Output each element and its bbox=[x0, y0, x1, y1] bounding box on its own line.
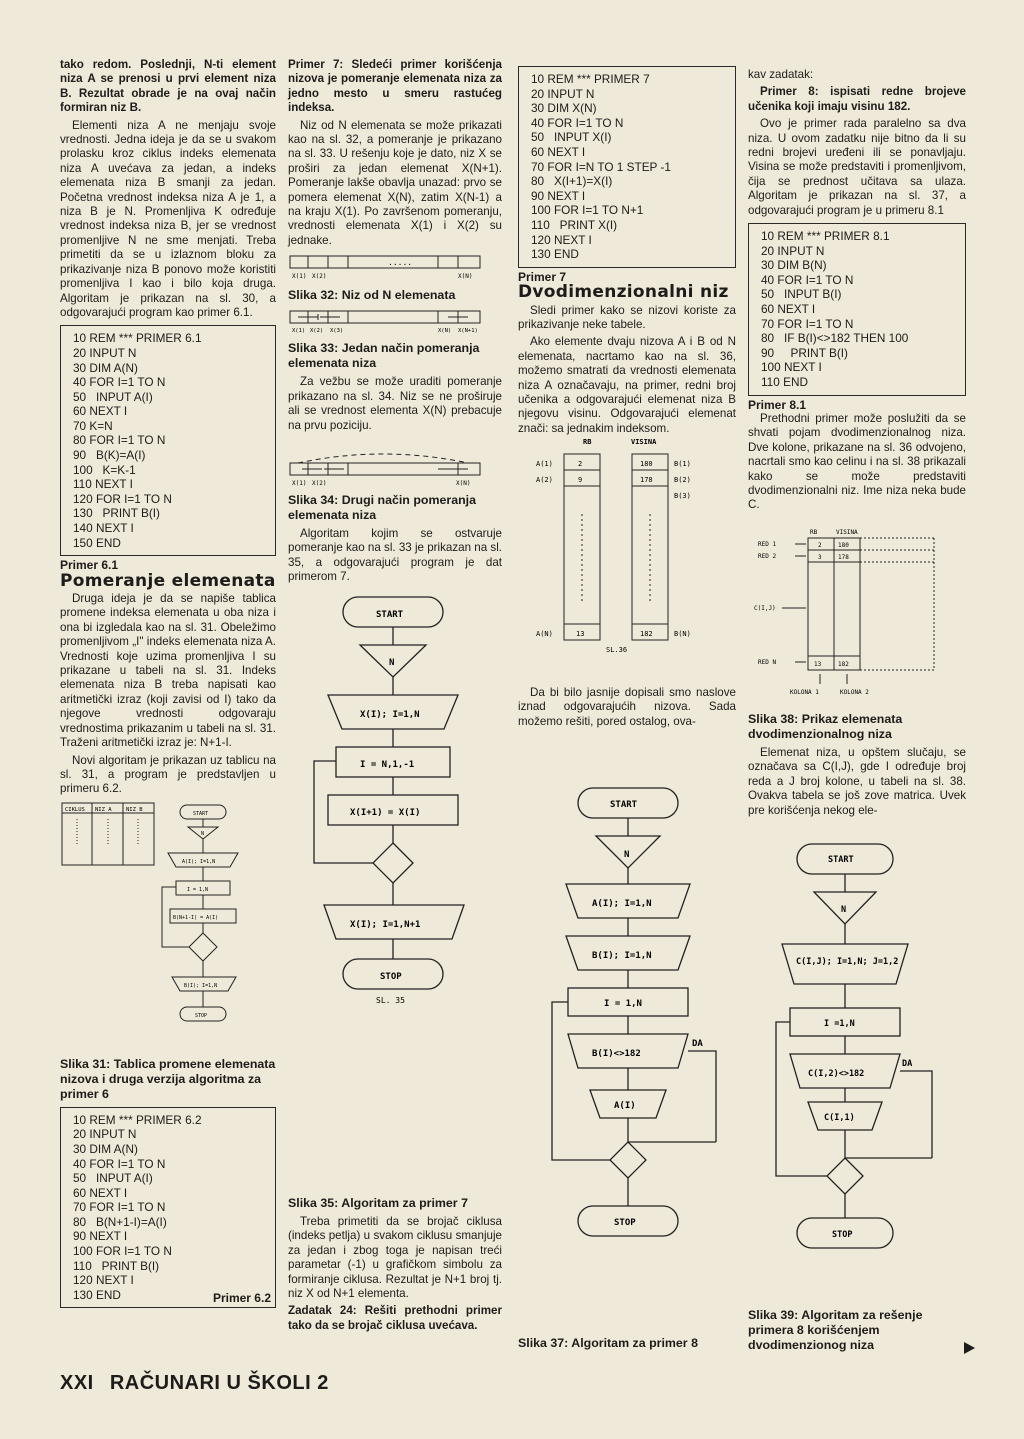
code-line: 20 INPUT N bbox=[73, 1127, 137, 1142]
code-line: 80 IF B(I)<>182 THEN 100 bbox=[761, 331, 909, 346]
code-line: 40 FOR I=1 TO N bbox=[761, 272, 854, 287]
program-listing-6-2 bbox=[60, 1107, 276, 1309]
code-line: 90 NEXT I bbox=[73, 1229, 128, 1244]
code-line: 10 REM *** PRIMER 7 bbox=[531, 72, 650, 86]
svg-text:B(2): B(2) bbox=[674, 476, 691, 484]
program-listing-8-1 bbox=[748, 223, 966, 396]
paragraph: Primer 8: ispisati redne brojeve učenika koji imaju visinu 182. bbox=[748, 85, 966, 113]
column-2-lower bbox=[288, 1190, 502, 1336]
svg-text:X(2): X(2) bbox=[312, 479, 327, 487]
flow-start: START bbox=[610, 800, 638, 810]
code-line: 80 X(I+1)=X(I) bbox=[531, 174, 613, 189]
svg-text:RED N: RED N bbox=[758, 659, 777, 666]
paragraph: Ako elemente dvaju nizova A i B od N elemenata, nacrtamo kao na sl. 36, možemo smatrati da vrednosti elemenata niza A označavaju, na primer, redni broj učenika a odgovarajući elemenat niza B njegovu visinu. Odgovarajući elemenat znači: sa jednakim indeksom. bbox=[518, 335, 736, 435]
code-line: 80 B(N+1-I)=A(I) bbox=[73, 1214, 167, 1229]
svg-text:RB: RB bbox=[583, 438, 592, 446]
flow-input: A(I); I=1,N bbox=[592, 899, 652, 909]
flow-condition: B(I)<>182 bbox=[592, 1049, 641, 1059]
svg-text:A(N): A(N) bbox=[536, 630, 553, 638]
column-3-lower bbox=[518, 683, 736, 732]
paragraph: Za vežbu se može uraditi pomeranje prikazano na sl. 34. Niz se ne proširuje ali se vrednost elementa X(N) prebacuje na prvu poziciju. bbox=[288, 375, 502, 432]
svg-text:RB: RB bbox=[810, 529, 818, 536]
code-line: 90 PRINT B(I) bbox=[761, 345, 848, 360]
code-line: 30 DIM B(N) bbox=[761, 258, 827, 273]
code-line: 60 NEXT I bbox=[73, 404, 128, 419]
code-line: 100 K=K-1 bbox=[73, 462, 136, 477]
flow-output: X(I); I=1,N+1 bbox=[350, 919, 421, 930]
figure-33 bbox=[288, 307, 502, 335]
paragraph: Druga ideja je da se napiše tablica promene indeksa elemenata u oba niza i ona bi izgledala kao na sl. 31. Obeležimo promenljivom „I" indeks elemenata niza A. Vrednosti koje uzima promenljiva I su prikazane u tabeli na sl. 31. Indeks elemenata niza B treba napisati kao aritmetički izraz (koji zavisi od I) tako da njegove vrednosti odgovaraju vrednostima prikazanim u tabeli na sl. 31. Traženi aritmetički izraz je: N+1-I. bbox=[60, 592, 276, 750]
paragraph: Zadatak 24: Rešiti prethodni primer tako da se brojač ciklusa uvećava. bbox=[288, 1304, 502, 1332]
paragraph: Sledi primer kako se nizovi koriste za prikazivanje neke tabele. bbox=[518, 303, 736, 331]
code-line: 20 INPUT N bbox=[73, 345, 137, 360]
figure-38 bbox=[750, 524, 966, 706]
figure-32 bbox=[288, 252, 502, 282]
flow-start: START bbox=[376, 609, 404, 620]
code-line: 100 NEXT I bbox=[761, 360, 822, 375]
figure-caption: Slika 37: Algoritam za primer 8 bbox=[518, 1336, 698, 1350]
code-line: 110 PRINT X(I) bbox=[531, 217, 618, 232]
svg-text:VISINA: VISINA bbox=[631, 438, 657, 446]
svg-text:X(1): X(1) bbox=[292, 479, 307, 487]
code-line: 10 REM *** PRIMER 6.1 bbox=[73, 331, 202, 346]
code-line: 90 B(K)=A(I) bbox=[73, 448, 146, 463]
paragraph: Primer 7: Sledeći primer korišćenja nizova je pomeranje elemenata niza za jedno mesto u smeru rastućeg indeksa. bbox=[288, 58, 502, 115]
code-line: 60 NEXT I bbox=[531, 144, 586, 159]
figure-36 bbox=[528, 434, 728, 656]
svg-text:X(N): X(N) bbox=[456, 479, 471, 487]
flow-start: START bbox=[828, 855, 854, 865]
code-line: 20 INPUT N bbox=[761, 243, 825, 258]
code-line: 110 END bbox=[761, 375, 808, 389]
svg-text:X(2): X(2) bbox=[312, 273, 327, 281]
svg-text:X(N): X(N) bbox=[438, 328, 452, 335]
svg-text:3: 3 bbox=[818, 554, 822, 561]
paragraph: Da bi bilo jasnije dopisali smo naslove iznad odgovarajućih nizova. Sada možemo rešiti, pored ostalog, ova- bbox=[518, 686, 736, 728]
code-line: 50 INPUT B(I) bbox=[761, 287, 842, 302]
flow-label: DA bbox=[692, 1039, 703, 1049]
svg-text:X(1): X(1) bbox=[292, 328, 306, 335]
figure-caption: Slika 35: Algoritam za primer 7 bbox=[288, 1196, 468, 1210]
flow-input: N bbox=[201, 830, 205, 837]
code-line: 50 INPUT A(I) bbox=[73, 1171, 153, 1186]
code-line: 120 NEXT I bbox=[531, 232, 592, 247]
code-line: 120 FOR I=1 TO N bbox=[73, 491, 172, 506]
code-line: 130 PRINT B(I) bbox=[73, 506, 160, 521]
flow-output: C(I,1) bbox=[824, 1113, 855, 1123]
code-line: 110 NEXT I bbox=[73, 477, 133, 492]
svg-text:A(1): A(1) bbox=[536, 460, 553, 468]
svg-text:SL.36: SL.36 bbox=[606, 646, 628, 654]
flow-label: DA bbox=[902, 1059, 913, 1069]
flow-input: C(I,J); I=1,N; J=1,2 bbox=[796, 957, 899, 967]
svg-text:RED 1: RED 1 bbox=[758, 541, 777, 548]
figure-31 bbox=[60, 801, 276, 1051]
column-2 bbox=[288, 58, 502, 1113]
page-footer bbox=[60, 1372, 329, 1395]
code-line: 20 INPUT N bbox=[531, 86, 595, 101]
paragraph: Prethodni primer može poslužiti da se shvati pojam dvodimenzionalnog niza. Dve kolone, prikazane na sl. 36 odvojeno, nacrtali smo kao celinu i na sl. 38 prikazali kako se može predstaviti dvodimenzionalni niz. Ime niza neka bude C. bbox=[748, 412, 966, 512]
svg-text:VISINA: VISINA bbox=[836, 529, 858, 536]
code-line: 10 REM *** PRIMER 6.2 bbox=[73, 1112, 202, 1127]
code-line: 30 DIM A(N) bbox=[73, 1141, 138, 1156]
intro-text: tako redom. Poslednji, N-ti element niza A se prenosi u prvi element niza B. Rezultat obrade je na ovaj način formiran niz B. bbox=[60, 58, 276, 115]
paragraph: Elementi niza A ne menjaju svoje vrednosti. Jedna ideja je da se u svakom prolasku kroz ciklus indeks elemenata niza A uvećava za jedan, a indeks elemenata niza B smanji za jedan. Početna vrednost indeksa niza A je 1, a niza B je N. Promenljiva K određuje vrednost indeksa niza B, jer se vrednost promenljive N ne sme menjati. Treba primetiti da se u izlaznom bloku za prikazivanje niza B ponovo može koristiti promenljiva I kao i bilo koja druga. Algoritam je prikazan na sl. 30, a odgovarajući program kao primer 6.1. bbox=[60, 118, 276, 319]
svg-text:B(N): B(N) bbox=[674, 630, 691, 638]
code-line: 60 NEXT I bbox=[761, 302, 816, 317]
code-line: 90 NEXT I bbox=[531, 188, 586, 203]
flow-input: N bbox=[624, 850, 630, 860]
program-label: Primer 7 bbox=[518, 269, 567, 284]
svg-text:C(I,J): C(I,J) bbox=[754, 605, 776, 612]
flow-stop: STOP bbox=[380, 971, 402, 982]
svg-text:13: 13 bbox=[814, 661, 822, 668]
flow-output: A(I) bbox=[614, 1101, 636, 1111]
flow-stop: STOP bbox=[832, 1230, 853, 1240]
code-line: 120 NEXT I bbox=[73, 1273, 134, 1288]
svg-text:178: 178 bbox=[838, 554, 849, 561]
code-line: 50 INPUT A(I) bbox=[73, 389, 153, 404]
figure-caption: Slika 33: Jedan način pomeranja elemenata niza bbox=[288, 341, 480, 371]
figure-caption: Slika 39: Algoritam za rešenje primera 8 korišćenjem dvodimenzionog niza bbox=[748, 1308, 923, 1352]
code-line: 150 END bbox=[73, 535, 121, 550]
paragraph: Niz od N elemenata se može prikazati kao na sl. 32, a pomeranje je prikazano na sl. 33. U rešenju koje je dato, niz X se proširi za jedan elemenat X(N+1). Pomeranje lakše obavlja unazad: prvo se pomera elemenat X(N), zatim X(N-1) a na kraju X(1). Po završenom pomeranju, vrednosti elemenata X(1) i X(2) su jednake. bbox=[288, 118, 502, 247]
code-line: 40 FOR I=1 TO N bbox=[73, 375, 166, 390]
paragraph: Treba primetiti da se brojač ciklusa (indeks petlja) u svakom ciklusu smanjuje za jedan i zbog toga je napisan treći parametar (-1) u grafičkom simbolu za formiranje ciklusa. Rezultat je N+1 broj tj. niz X od N+1 elementa. bbox=[288, 1215, 502, 1301]
program-listing-7 bbox=[518, 66, 736, 268]
figure-number: SL. 35 bbox=[376, 995, 405, 1005]
code-line: 70 K=N bbox=[73, 418, 113, 433]
flow-assign: X(I+1) = X(I) bbox=[350, 807, 421, 818]
flow-loop: I = 1,N bbox=[604, 999, 642, 1009]
paragraph: Elemenat niza, u opštem slučaju, se označava sa C(I,J), gde I određuje broj reda a J broj kolone, u tabeli na sl. 38. Ovakva tabela se još zove matrica. Uvek pre korišćenja nekog ele- bbox=[748, 746, 966, 817]
svg-text:2: 2 bbox=[818, 542, 822, 549]
svg-text:.....: ..... bbox=[388, 258, 413, 268]
table-header: NIZ A bbox=[95, 806, 112, 813]
code-line: 30 DIM X(N) bbox=[531, 101, 597, 116]
flow-stop: STOP bbox=[195, 1012, 208, 1019]
flow-input: N bbox=[841, 905, 847, 915]
svg-text:KOLONA 1: KOLONA 1 bbox=[790, 689, 819, 696]
code-line: 110 PRINT B(I) bbox=[73, 1258, 160, 1273]
flow-output: B(I); I=1,N bbox=[184, 982, 218, 989]
table-header: NIZ B bbox=[126, 806, 143, 813]
flow-input: N bbox=[389, 657, 395, 668]
svg-text:A(2): A(2) bbox=[536, 476, 553, 484]
code-line: 130 END bbox=[73, 1287, 121, 1302]
column-4 bbox=[748, 68, 966, 516]
column-1 bbox=[60, 58, 276, 1310]
code-line: 70 FOR I=1 TO N bbox=[761, 316, 854, 331]
code-line: 40 FOR I=1 TO N bbox=[73, 1156, 166, 1171]
paragraph: Ovo je primer rada paralelno sa dva niza. U ovom zadatku nije bitno da li su redni brojevi uređeni ili se ponavljaju. Visina se može predstaviti i promenljivom, čija se prednost učitava sa ulaza. Algoritam je prikazan na sl. 37, a odgovarajući program je u primeru 8.1 bbox=[748, 117, 966, 217]
svg-text:X(1): X(1) bbox=[292, 273, 307, 281]
figure-caption: Slika 32: Niz od N elemenata bbox=[288, 288, 456, 303]
svg-text:B(3): B(3) bbox=[674, 492, 691, 500]
code-line: 80 FOR I=1 TO N bbox=[73, 433, 166, 448]
svg-text:13: 13 bbox=[576, 630, 585, 638]
flow-assign: B(N+1-I) = A(I) bbox=[173, 914, 219, 921]
next-page-arrow-icon bbox=[964, 1342, 975, 1354]
flow-input: A(I); I=1,N bbox=[182, 858, 216, 865]
svg-text:X(3): X(3) bbox=[330, 328, 344, 335]
code-line: 100 FOR I=1 TO N+1 bbox=[531, 203, 644, 218]
figure-34 bbox=[288, 437, 502, 487]
column-4-lower bbox=[748, 712, 966, 821]
code-line: 70 FOR I=1 TO N bbox=[73, 1200, 166, 1215]
column-3 bbox=[518, 66, 736, 439]
figure-caption: Slika 38: Prikaz elemenata dvodimenzionalnog niza bbox=[748, 712, 903, 741]
svg-text:2: 2 bbox=[578, 460, 583, 468]
section-heading: Dvodimenzionalni niz bbox=[518, 282, 729, 303]
flow-input: X(I); I=1,N bbox=[360, 709, 420, 720]
figure-39 bbox=[752, 840, 966, 1310]
program-label: Primer 6.1 bbox=[60, 558, 119, 573]
program-label: Primer 8.1 bbox=[748, 397, 807, 412]
flow-loop: I =1,N bbox=[824, 1019, 855, 1029]
svg-text:180: 180 bbox=[838, 542, 849, 549]
table-header: CIKLUS bbox=[65, 806, 85, 813]
svg-text:X(N+1): X(N+1) bbox=[458, 328, 478, 335]
publication-title: RAČUNARI U ŠKOLI 2 bbox=[109, 1372, 329, 1394]
svg-text:RED 2: RED 2 bbox=[758, 553, 777, 560]
paragraph: kav zadatak: bbox=[748, 68, 814, 81]
code-line: 140 NEXT I bbox=[73, 521, 134, 536]
svg-text:182: 182 bbox=[838, 661, 849, 668]
flow-input: B(I); I=1,N bbox=[592, 951, 652, 961]
program-listing-6-1 bbox=[60, 325, 276, 556]
code-line: 50 INPUT X(I) bbox=[531, 130, 612, 145]
flow-condition: C(I,2)<>182 bbox=[808, 1069, 865, 1079]
paragraph: Novi algoritam je prikazan uz tablicu na sl. 31, a program je predstavljen u primeru 6.2. bbox=[60, 753, 276, 796]
program-label: Primer 6.2 bbox=[212, 1290, 271, 1305]
code-line: 40 FOR I=1 TO N bbox=[531, 115, 624, 130]
flow-loop: I = N,1,-1 bbox=[360, 759, 415, 770]
flow-loop: I = 1,N bbox=[187, 886, 209, 893]
svg-text:180: 180 bbox=[640, 460, 653, 468]
section-heading: Pomeranje elemenata bbox=[60, 570, 276, 591]
paragraph: Algoritam kojim se ostvaruje pomeranje kao na sl. 33 je prikazan na sl. 35, a odgovarajući program je dat primerom 7. bbox=[288, 526, 502, 584]
svg-text:182: 182 bbox=[640, 630, 653, 638]
svg-text:KOLONA 2: KOLONA 2 bbox=[840, 689, 869, 696]
svg-text:178: 178 bbox=[640, 476, 653, 484]
figure-35 bbox=[288, 589, 502, 1109]
flow-start: START bbox=[193, 810, 209, 817]
figure-37 bbox=[528, 780, 728, 1335]
svg-text:X(N): X(N) bbox=[458, 273, 473, 281]
figure-caption: Slika 31: Tablica promene elemenata nizova i druga verzija algoritma za primer 6 bbox=[60, 1056, 276, 1101]
code-line: 100 FOR I=1 TO N bbox=[73, 1244, 172, 1259]
flow-stop: STOP bbox=[614, 1218, 636, 1228]
code-line: 70 FOR I=N TO 1 STEP -1 bbox=[531, 159, 671, 174]
svg-text:9: 9 bbox=[578, 476, 583, 484]
page-number: XXI bbox=[60, 1372, 94, 1394]
figure-caption: Slika 34: Drugi način pomeranja elemenata niza bbox=[288, 492, 476, 522]
svg-text:B(1): B(1) bbox=[674, 460, 691, 468]
code-line: 30 DIM A(N) bbox=[73, 360, 138, 375]
code-line: 60 NEXT I bbox=[73, 1185, 128, 1200]
svg-text:X(2): X(2) bbox=[310, 328, 324, 335]
code-line: 10 REM *** PRIMER 8.1 bbox=[761, 229, 890, 244]
code-line: 130 END bbox=[531, 247, 579, 262]
